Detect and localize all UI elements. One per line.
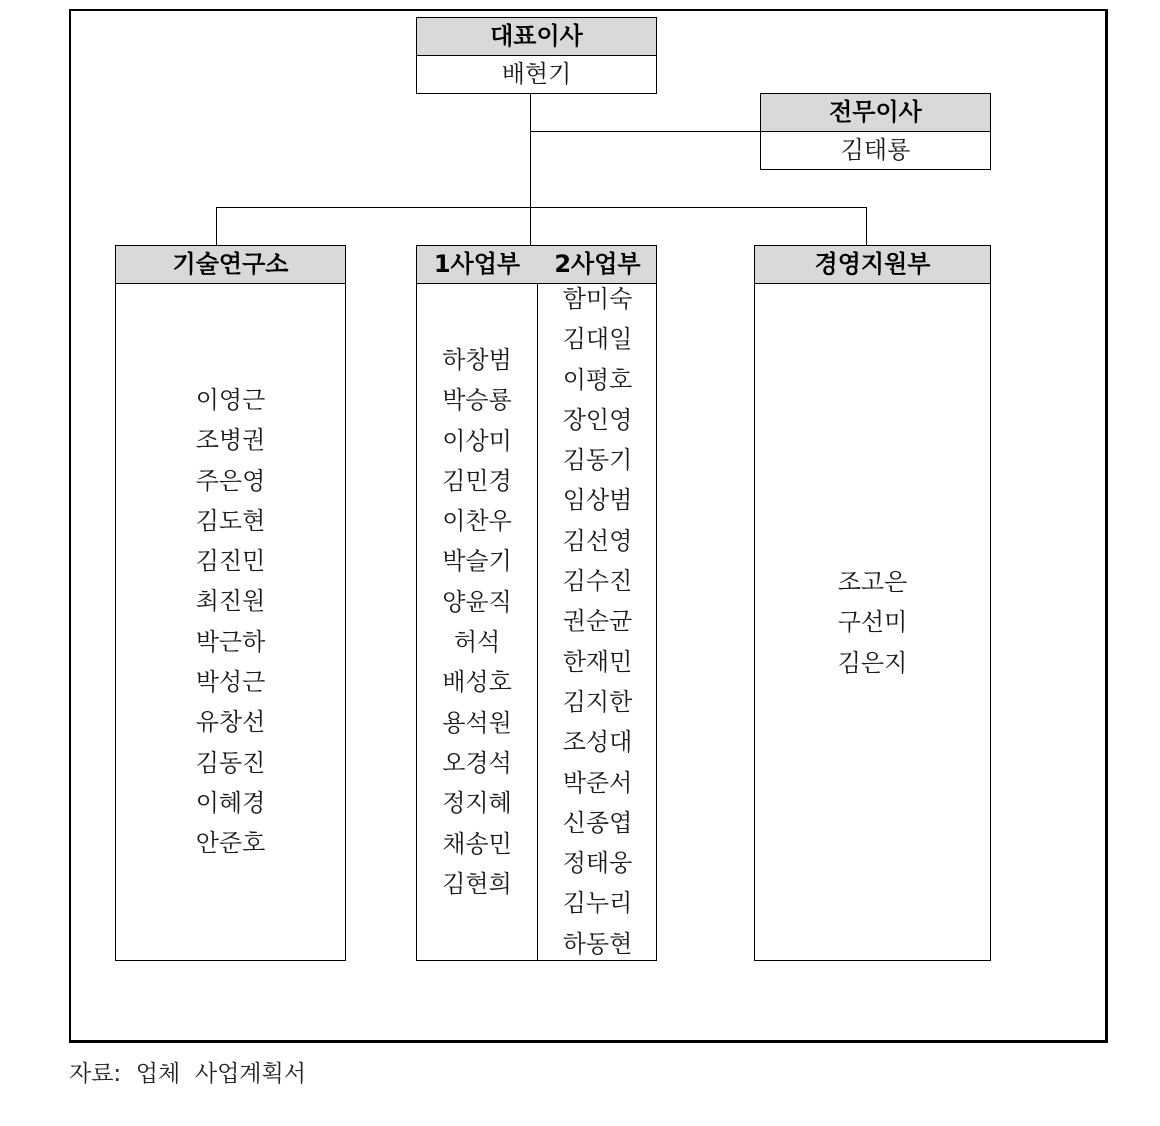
member-name: 조고은 (837, 568, 908, 596)
member-name: 한재민 (562, 647, 633, 676)
connector-ceo-down (530, 93, 531, 245)
connector-horizontal-bus (216, 207, 867, 208)
member-name: 용석원 (442, 708, 512, 737)
member-name: 하동현 (562, 929, 633, 958)
member-name: 안준호 (195, 829, 266, 858)
member-name: 이평호 (562, 365, 633, 394)
managing-director-name: 김태룡 (840, 136, 911, 164)
member-name: 김지한 (562, 687, 633, 716)
member-name: 김은지 (837, 648, 908, 677)
member-name: 김누리 (562, 889, 633, 918)
member-name: 채송민 (442, 829, 512, 858)
member-name: 유창선 (195, 708, 266, 737)
member-name: 김동진 (195, 748, 266, 777)
member-name: 김민경 (442, 466, 512, 495)
research-dept-title: 기술연구소 (116, 246, 345, 284)
member-name: 최진원 (195, 587, 266, 616)
member-name: 김대일 (562, 325, 633, 354)
research-dept-box (115, 245, 346, 961)
member-name: 구선미 (837, 608, 908, 637)
member-name: 이찬우 (442, 507, 512, 536)
connector-admin-drop (866, 207, 867, 245)
member-name: 조성대 (562, 728, 633, 757)
biz1-member-list (417, 340, 537, 904)
ceo-name: 배현기 (501, 60, 572, 88)
member-name: 김동기 (562, 446, 633, 475)
member-name: 김진민 (195, 547, 266, 576)
member-name: 정지혜 (442, 789, 512, 818)
ceo-box (416, 17, 657, 94)
admin-dept-box (754, 245, 991, 961)
member-name: 박승룡 (442, 386, 512, 415)
biz1-title: 1사업부 (433, 250, 521, 278)
member-name: 조병권 (195, 426, 266, 455)
research-member-list (116, 380, 345, 864)
member-name: 주은영 (195, 466, 266, 495)
member-name: 이영근 (195, 386, 266, 414)
ceo-title: 대표이사 (417, 18, 656, 56)
connector-research-drop (216, 207, 217, 245)
member-name: 박성근 (195, 668, 266, 697)
member-name: 함미숙 (562, 285, 633, 313)
biz2-title: 2사업부 (554, 250, 641, 278)
member-name: 이상미 (442, 426, 512, 455)
source-caption: 자료: 업체 사업계획서 (69, 1061, 306, 1087)
member-name: 양윤직 (442, 587, 512, 616)
member-name: 허석 (453, 628, 501, 657)
managing-director-box (760, 93, 991, 170)
member-name: 신종엽 (562, 808, 633, 837)
member-name: 박준서 (562, 768, 633, 797)
biz2-member-list (538, 279, 657, 964)
member-name: 오경석 (442, 748, 512, 777)
member-name: 장인영 (562, 405, 633, 434)
member-name: 정태웅 (562, 849, 633, 878)
member-name: 김선영 (562, 526, 633, 555)
member-name: 임상범 (562, 486, 633, 515)
member-name: 이혜경 (195, 788, 266, 817)
member-name: 김도현 (195, 506, 266, 535)
business-divisions-box (416, 245, 657, 961)
member-name: 박슬기 (442, 547, 512, 576)
member-name: 권순균 (562, 607, 633, 636)
admin-member-list (755, 562, 990, 683)
member-name: 박근하 (195, 627, 266, 656)
connector-to-managing-director (530, 131, 760, 132)
member-name: 하창범 (442, 346, 512, 374)
member-name: 김수진 (562, 567, 633, 596)
member-name: 김현희 (442, 869, 512, 898)
admin-dept-title: 경영지원부 (755, 246, 990, 284)
managing-director-title: 전무이사 (761, 94, 990, 132)
member-name: 배성호 (442, 668, 512, 697)
